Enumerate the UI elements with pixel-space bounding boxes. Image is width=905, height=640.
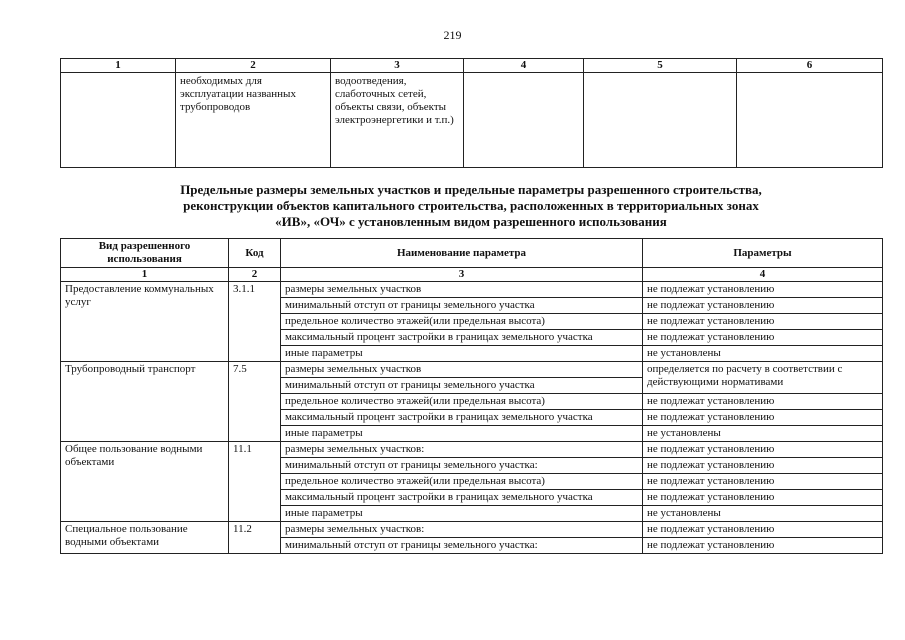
param-value: не подлежат установлению xyxy=(643,394,883,410)
use-type-cell: Предоставление коммунальных услуг xyxy=(61,282,229,362)
table-row xyxy=(61,362,883,378)
param-value: не подлежат установлению xyxy=(643,538,883,554)
table-cell xyxy=(584,73,737,168)
param-name: иные параметры xyxy=(281,346,643,362)
param-name: минимальный отступ от границы земельного участка xyxy=(281,298,643,314)
col-header: 2 xyxy=(176,59,331,73)
continued-table-row xyxy=(61,73,883,168)
param-name: размеры земельных участков: xyxy=(281,442,643,458)
col-number: 4 xyxy=(643,268,883,282)
continued-table-header xyxy=(61,59,883,73)
col-header: 6 xyxy=(737,59,883,73)
col-number: 1 xyxy=(61,268,229,282)
param-value: не подлежат установлению xyxy=(643,282,883,298)
param-value: не установлены xyxy=(643,426,883,442)
col-number: 2 xyxy=(229,268,281,282)
param-name: максимальный процент застройки в границах земельного участка xyxy=(281,410,643,426)
param-value: не подлежат установлению xyxy=(643,474,883,490)
page-number: 219 xyxy=(443,28,462,42)
param-name: максимальный процент застройки в границах земельного участка xyxy=(281,330,643,346)
code-cell: 11.2 xyxy=(229,522,281,554)
table-row xyxy=(61,282,883,298)
code-cell: 3.1.1 xyxy=(229,282,281,362)
param-value: не подлежат установлению xyxy=(643,410,883,426)
params-table-numbers xyxy=(61,268,883,282)
params-table-header xyxy=(61,239,883,268)
continued-table xyxy=(60,58,883,168)
col-header: 4 xyxy=(464,59,584,73)
col-number: 3 xyxy=(281,268,643,282)
param-name: иные параметры xyxy=(281,506,643,522)
table-row xyxy=(61,522,883,538)
code-cell: 11.1 xyxy=(229,442,281,522)
col-header: Наименование параметра xyxy=(281,239,643,268)
table-cell xyxy=(464,73,584,168)
param-value: не подлежат установлению xyxy=(643,298,883,314)
param-value: не подлежат установлению xyxy=(643,490,883,506)
param-value: определяется по расчету в соответствии с действующими нормативами xyxy=(643,362,883,394)
param-name: размеры земельных участков xyxy=(281,362,643,378)
code-cell: 7.5 xyxy=(229,362,281,442)
param-value: не подлежат установлению xyxy=(643,458,883,474)
param-name: предельное количество этажей(или предельная высота) xyxy=(281,394,643,410)
param-value: не подлежат установлению xyxy=(643,330,883,346)
col-header: Параметры xyxy=(643,239,883,268)
table-cell: водоотведения, слаботочных сетей, объекты связи, объекты электроэнергетики и т.п.) xyxy=(331,73,464,168)
heading-line: «ИВ», «ОЧ» с установленным видом разрешенного использования xyxy=(275,214,667,229)
table-cell: необходимых для эксплуатации названных трубопроводов xyxy=(176,73,331,168)
col-header: Вид разрешенного использования xyxy=(61,239,229,268)
param-name: размеры земельных участков xyxy=(281,282,643,298)
param-name: иные параметры xyxy=(281,426,643,442)
param-name: размеры земельных участков: xyxy=(281,522,643,538)
param-name: предельное количество этажей(или предельная высота) xyxy=(281,474,643,490)
table-row xyxy=(61,442,883,458)
param-name: минимальный отступ от границы земельного участка: xyxy=(281,538,643,554)
col-header: 1 xyxy=(61,59,176,73)
heading-line: Предельные размеры земельных участков и предельные параметры разрешенного строительства, xyxy=(180,182,762,197)
params-table xyxy=(60,238,883,554)
param-name: минимальный отступ от границы земельного участка: xyxy=(281,458,643,474)
param-value: не установлены xyxy=(643,506,883,522)
col-header: Код xyxy=(229,239,281,268)
section-heading xyxy=(60,182,882,230)
heading-line: реконструкции объектов капитального строительства, расположенных в территориальных зонах xyxy=(183,198,759,213)
param-value: не подлежат установлению xyxy=(643,314,883,330)
col-header: 3 xyxy=(331,59,464,73)
table-cell xyxy=(737,73,883,168)
col-header: 5 xyxy=(584,59,737,73)
table-cell xyxy=(61,73,176,168)
use-type-cell: Специальное пользование водными объектами xyxy=(61,522,229,554)
use-type-cell: Общее пользование водными объектами xyxy=(61,442,229,522)
use-type-cell: Трубопроводный транспорт xyxy=(61,362,229,442)
param-value: не подлежат установлению xyxy=(643,522,883,538)
param-value: не установлены xyxy=(643,346,883,362)
param-value: не подлежат установлению xyxy=(643,442,883,458)
param-name: минимальный отступ от границы земельного участка xyxy=(281,378,643,394)
param-name: максимальный процент застройки в границах земельного участка xyxy=(281,490,643,506)
param-name: предельное количество этажей(или предельная высота) xyxy=(281,314,643,330)
